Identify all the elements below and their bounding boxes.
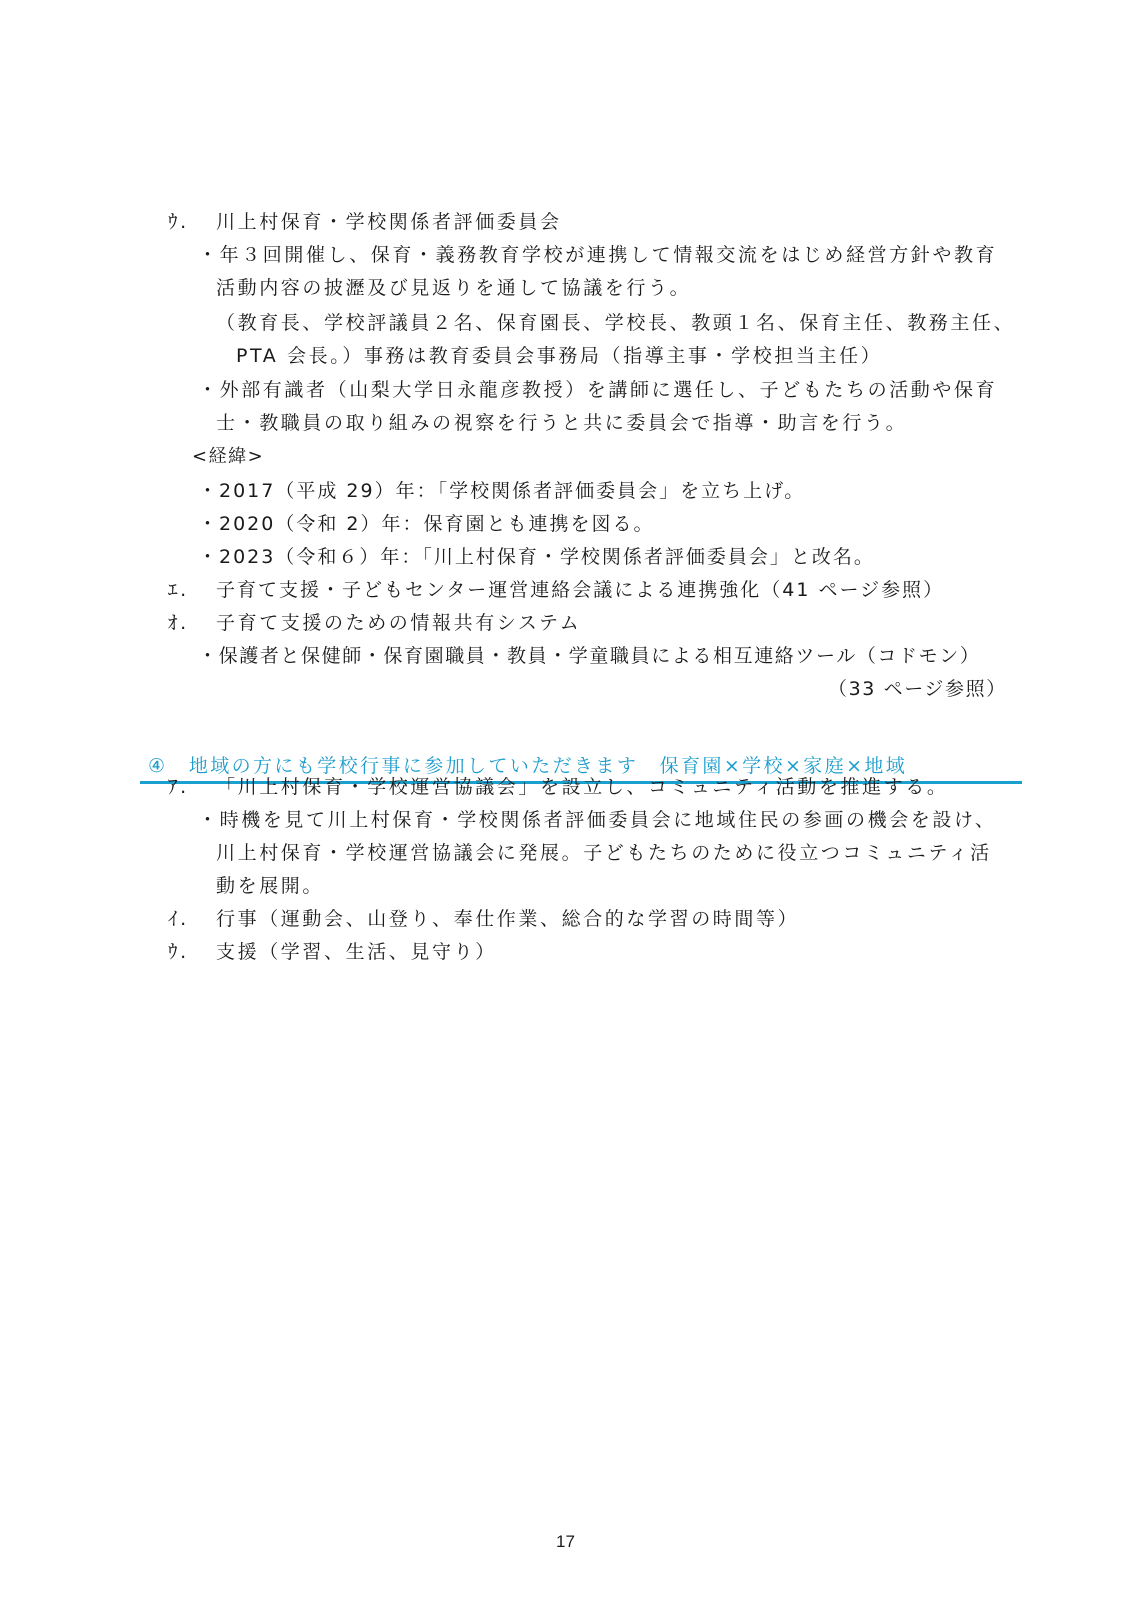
bullet-text: ・時機を見て川上村保育・学校関係者評価委員会に地域住民の参画の機会を設け、 [198, 809, 997, 831]
section-title: 子育て支援・子どもセンター運営連絡会議による連携強化（41 ページ参照） [216, 579, 945, 601]
section-title: 行事（運動会、山登り、奉仕作業、総合的な学習の時間等） [216, 908, 800, 930]
list-marker: ｳ. [168, 211, 189, 233]
bullet-text: ・外部有識者（山梨大学日永龍彦教授）を講師に選任し、子どもたちの活動や保育 [198, 379, 998, 401]
page-number: 17 [556, 1532, 575, 1551]
section-title: 支援（学習、生活、見守り） [216, 941, 497, 963]
section-title: 「川上村保育・学校運営協議会」を設立し、コミュニティ活動を推進する。 [216, 776, 949, 798]
section-title: 川上村保育・学校関係者評価委員会 [216, 211, 562, 233]
section-heading-text: ④ 地域の方にも学校行事に参加していただきます 保育園×学校×家庭×地域 [148, 755, 908, 777]
bullet-text: ・年３回開催し、保育・義務教育学校が連携して情報交流をはじめ経営方針や教育 [198, 244, 998, 266]
list-marker: ｲ. [168, 908, 189, 930]
history-label: <経緯> [192, 446, 265, 467]
note-text: （教育長、学校評議員２名、保育園長、学校長、教頭１名、保育主任、教務主任、 [216, 312, 1016, 334]
bullet-text: ・保護者と保健師・保育園職員・教員・学童職員による相互連絡ツール（コドモン） [198, 645, 981, 667]
list-marker: ｳ. [168, 941, 189, 963]
list-marker: ｴ. [168, 579, 189, 601]
history-item: ・2017（平成 29）年：「学校関係者評価委員会」を立ち上げ。 [198, 480, 806, 502]
bullet-text-continued: 活動内容の披瀝及び見返りを通して協議を行う。 [216, 277, 692, 299]
list-marker: ｱ. [168, 776, 189, 798]
history-item: ・2020（令和 2）年：保育園とも連携を図る。 [198, 513, 655, 535]
note-text-continued: PTA 会長。）事務は教育委員会事務局（指導主事・学校担当主任） [236, 345, 883, 367]
history-item: ・2023（令和６）年：「川上村保育・学校関係者評価委員会」と改名。 [198, 546, 875, 568]
section-title: 子育て支援のための情報共有システム [216, 612, 582, 634]
list-marker: ｵ. [168, 612, 189, 634]
bullet-text-continued: 士・教職員の取り組みの視察を行うと共に委員会で指導・助言を行う。 [216, 412, 908, 434]
bullet-text-continued: 川上村保育・学校運営協議会に発展。子どもたちのために役立つコミュニティ活 [216, 842, 992, 864]
bullet-text-continued: 動を展開。 [216, 875, 325, 897]
page-reference: （33 ページ参照） [828, 678, 1007, 700]
